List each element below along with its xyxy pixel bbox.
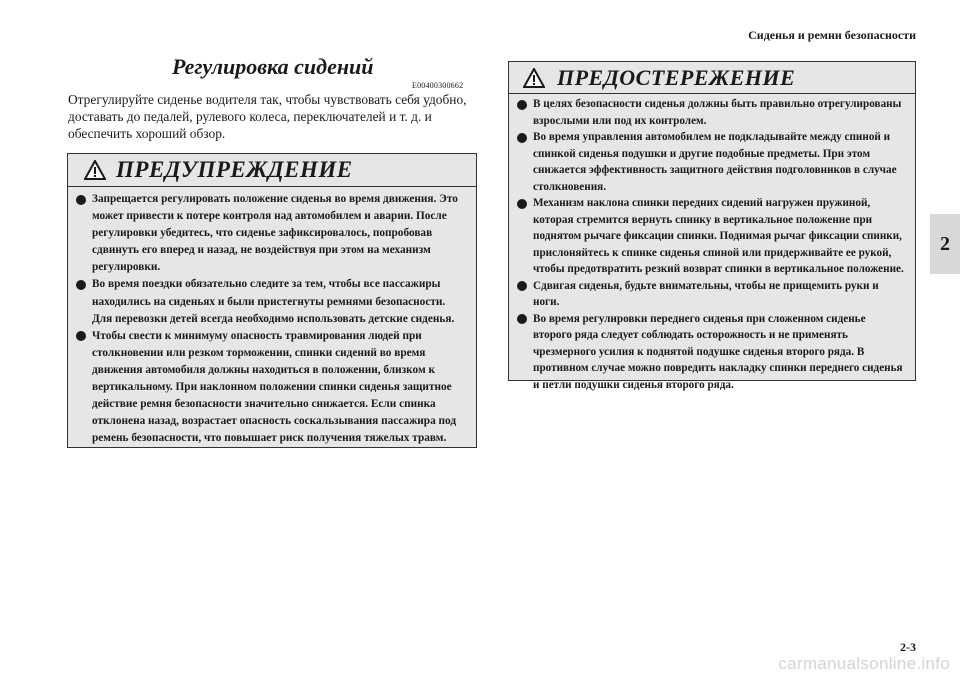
warning-triangle-icon	[84, 160, 106, 180]
caution-box	[508, 61, 916, 391]
caution-list	[509, 94, 915, 393]
list-item: Во время управления автомобилем не подкладывайте между спиной и спинкой сиденья подушки и другие подобные предметы. При этом снижается эффективность защитного действия подголовников в случае столкновения.	[513, 129, 907, 195]
warning-box-header	[68, 154, 476, 187]
warning-box	[67, 153, 477, 448]
caution-box-title: ПРЕДОСТЕРЕЖЕНИЕ	[557, 64, 796, 90]
list-item: Во время поездки обязательно следите за тем, чтобы все пассажиры находились на сиденьях и были пристегнуты ремнями безопасности. Для перевозки детей всегда необходимо использовать детские сиденья.	[72, 276, 466, 327]
watermark: carmanualsonline.info	[778, 654, 950, 673]
warning-box-title: ПРЕДУПРЕЖДЕНИЕ	[116, 157, 353, 182]
section-code: E00400300662	[412, 81, 464, 90]
section-title: Регулировка сидений	[172, 54, 374, 79]
list-item: Запрещается регулировать положение сиденья во время движения. Это может привести к потере контроля над автомобилем и аварии. После регулировки убедитесь, что сиденье зафиксировалось, попробовав сдвинуть его вперед и назад, не воздействуя при этом на механизм регулировки.	[72, 191, 466, 276]
list-item: Механизм наклона спинки передних сидений нагружен пружиной, которая стремится вернуть спинку в вертикальное положение при поднятом рычаге фиксации спинки. Поднимая рычаг фиксации спинки, прислоняйтесь к спинке сиденья спиной или придерживайте ее рукой, чтобы предотвратить резкий возврат спинки в вертикальное положение.	[513, 195, 907, 278]
intro-paragraph: Отрегулируйте сиденье водителя так, чтобы чувствовать себя удобно, доставать до педалей, рулевого колеса, переключателей и т. д. и обеспечить хороший обзор.	[68, 92, 467, 141]
list-item: Чтобы свести к минимуму опасность травмирования людей при столкновении или резком торможении, спинки сидений во время движения автомобиля должны находиться в положении, близком к вертикальному. При наклонном положении спинки сиденья защитное действие ремня безопасности значительно снижается. Если спинка отклонена назад, возрастает опасность соскальзывания пассажира под ремень безопасности, что повышает риск получения тяжелых травм.	[72, 328, 466, 448]
warning-list	[68, 187, 476, 447]
running-header: Сиденья и ремни безопасности	[748, 28, 916, 42]
warning-triangle-icon	[523, 68, 545, 88]
list-item: Сдвигая сиденья, будьте внимательны, чтобы не прищемить руки и ноги.	[513, 278, 907, 311]
caution-box-header	[509, 62, 915, 94]
page-number: 2-3	[900, 640, 916, 654]
list-item: В целях безопасности сиденья должны быть правильно отрегулированы взрослыми или под их контролем.	[513, 96, 907, 129]
list-item: Во время регулировки переднего сиденья при сложенном сиденье второго ряда следует соблюдать осторожность и не применять чрезмерного усилия к поднятой подушке сиденья второго ряда. В противном случае можно повредить накладку спинки переднего сиденья и петли подушки сиденья второго ряда.	[513, 311, 907, 394]
chapter-tab: 2	[930, 214, 960, 274]
